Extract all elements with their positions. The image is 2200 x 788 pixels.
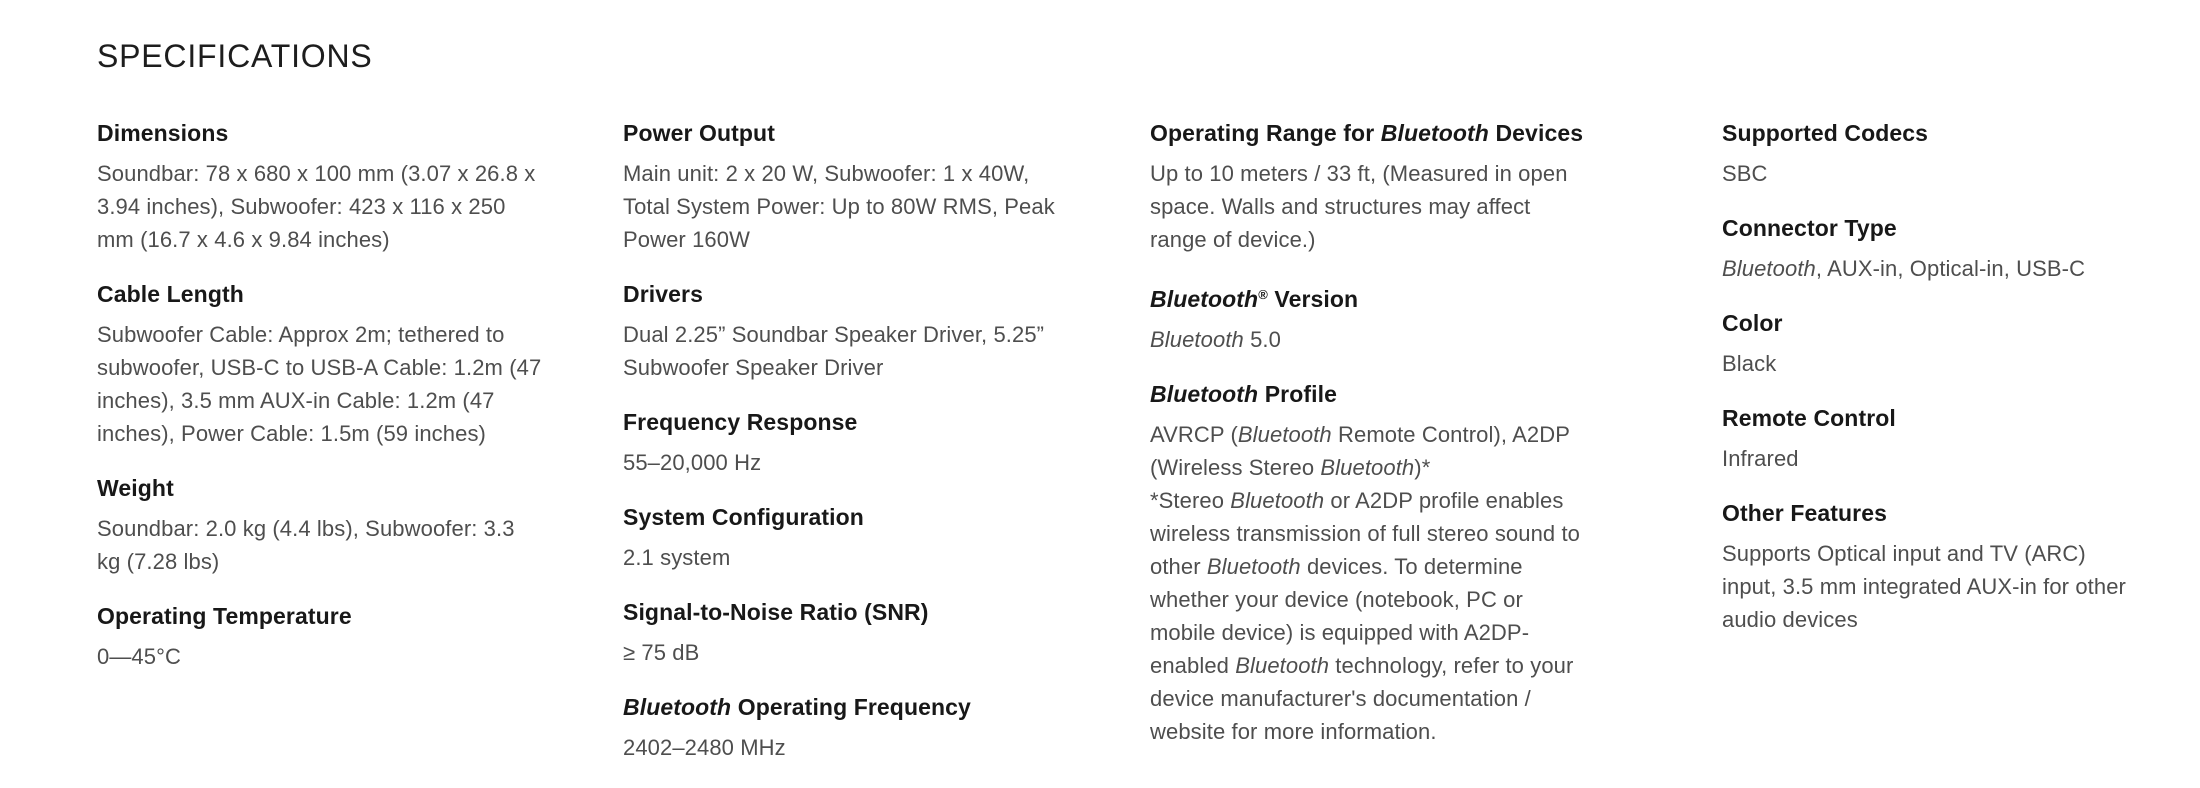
spec-section [1722, 497, 2127, 636]
spec-section [623, 691, 1078, 764]
text-segment: Subwoofer Cable: Approx 2m; tethered to subwoofer, USB-C to USB-A Cable: 1.2m (47 inches), 3.5 mm AUX-in Cable: 1.2m (47 inches), Power Cable: 1.5m (59 inches) [97, 322, 542, 446]
brand-italic-text: Bluetooth [623, 694, 732, 720]
spec-heading [97, 117, 542, 150]
spec-value [623, 318, 1078, 384]
spec-section [1722, 307, 2127, 380]
text-segment: Remote Control [1722, 405, 1896, 431]
spec-section [97, 278, 542, 450]
spec-section [1150, 117, 1590, 256]
text-segment: 2.1 system [623, 545, 731, 570]
text-segment: 2402–2480 MHz [623, 735, 786, 760]
spec-section [97, 600, 542, 673]
spec-column-4 [1722, 117, 2127, 658]
text-segment: SBC [1722, 161, 1768, 186]
spec-value [97, 640, 542, 673]
text-segment: Dimensions [97, 120, 229, 146]
spec-column-1 [97, 117, 542, 695]
spec-heading [1722, 307, 2127, 340]
spec-section [97, 117, 542, 256]
brand-italic-text: Bluetooth [1150, 381, 1259, 407]
brand-italic-text: Bluetooth [1722, 256, 1816, 281]
brand-italic-text: Bluetooth [1235, 653, 1330, 678]
text-segment: Devices [1488, 120, 1584, 146]
spec-heading [1150, 278, 1590, 316]
page-title: SPECIFICATIONS [97, 38, 373, 74]
text-segment: Operating Range for [1150, 120, 1381, 146]
spec-value [1722, 537, 2127, 636]
spec-section [97, 472, 542, 578]
spec-column-2 [623, 117, 1078, 786]
spec-heading [623, 117, 1078, 150]
text-segment: Main unit: 2 x 20 W, Subwoofer: 1 x 40W, Total System Power: Up to 80W RMS, Peak Power 160W [623, 161, 1055, 252]
text-segment: technology, refer to your device manufacturer's documentation / website for more information. [1150, 653, 1574, 744]
spec-section [623, 278, 1078, 384]
spec-value [97, 318, 542, 450]
text-segment: Power Output [623, 120, 775, 146]
spec-value [1150, 484, 1590, 748]
text-segment: or A2DP profile enables wireless transmission of full stereo sound to other [1150, 488, 1581, 579]
text-segment: devices. To determine whether your device (notebook, PC or mobile device) is equipped with A2DP-enabled [1150, 554, 1530, 678]
spec-value [1722, 252, 2127, 285]
spec-heading [97, 600, 542, 633]
text-segment: Signal-to-Noise Ratio (SNR) [623, 599, 929, 625]
spec-section [623, 406, 1078, 479]
spec-value [623, 731, 1078, 764]
spec-heading [1150, 117, 1590, 150]
spec-section [1722, 212, 2127, 285]
text-segment: Supported Codecs [1722, 120, 1929, 146]
spec-heading [623, 691, 1078, 724]
spec-column-3 [1150, 117, 1590, 770]
text-segment: ≥ 75 dB [623, 640, 700, 665]
brand-italic-text: Bluetooth [1320, 455, 1415, 480]
text-segment: Soundbar: 78 x 680 x 100 mm (3.07 x 26.8 x 3.94 inches), Subwoofer: 423 x 116 x 250 mm (16.7 x 4.6 x 9.84 inches) [97, 161, 536, 252]
text-segment: Soundbar: 2.0 kg (4.4 lbs), Subwoofer: 3.3 kg (7.28 lbs) [97, 516, 515, 574]
spec-section [1722, 402, 2127, 475]
spec-heading [1722, 212, 2127, 245]
registered-mark: ® [1258, 287, 1268, 302]
brand-italic-text: Bluetooth [1150, 286, 1259, 312]
spec-value [1722, 442, 2127, 475]
text-segment: 0—45°C [97, 644, 181, 669]
text-segment: Operating Frequency [731, 694, 971, 720]
spec-heading [97, 472, 542, 505]
text-segment: Black [1722, 351, 1777, 376]
text-segment: Infrared [1722, 446, 1799, 471]
text-segment: AVRCP ( [1150, 422, 1238, 447]
spec-value [97, 157, 542, 256]
spec-section [623, 117, 1078, 256]
brand-italic-text: Bluetooth [1150, 327, 1244, 352]
text-segment: System Configuration [623, 504, 864, 530]
spec-value [623, 157, 1078, 256]
text-segment: *Stereo [1150, 488, 1231, 513]
spec-section [623, 596, 1078, 669]
text-segment: )* [1414, 455, 1431, 480]
spec-heading [623, 278, 1078, 311]
text-segment: Supports Optical input and TV (ARC) input, 3.5 mm integrated AUX-in for other audio devices [1722, 541, 2126, 632]
text-segment: Dual 2.25” Soundbar Speaker Driver, 5.25” Subwoofer Speaker Driver [623, 322, 1045, 380]
spec-value [1722, 347, 2127, 380]
brand-italic-text: Bluetooth [1237, 422, 1332, 447]
spec-section [1150, 278, 1590, 356]
spec-value [1150, 418, 1590, 484]
text-segment: Version [1267, 286, 1359, 312]
spec-value [623, 541, 1078, 574]
text-segment: Cable Length [97, 281, 244, 307]
spec-value [623, 636, 1078, 669]
text-segment: 55–20,000 Hz [623, 450, 762, 475]
text-segment: 5.0 [1243, 327, 1281, 352]
text-segment: Up to 10 meters / 33 ft, (Measured in open space. Walls and structures may affect range of device.) [1150, 161, 1568, 252]
spec-heading [97, 278, 542, 311]
text-segment: Connector Type [1722, 215, 1897, 241]
spec-heading [1150, 378, 1590, 411]
spec-section [1722, 117, 2127, 190]
spec-value [623, 446, 1078, 479]
text-segment: Other Features [1722, 500, 1888, 526]
text-segment: Profile [1258, 381, 1337, 407]
spec-heading [1722, 497, 2127, 530]
spec-heading [623, 596, 1078, 629]
spec-heading [623, 406, 1078, 439]
text-segment: Remote Control), A2DP (Wireless Stereo [1150, 422, 1570, 480]
spec-heading [1722, 402, 2127, 435]
text-segment: Frequency Response [623, 409, 858, 435]
text-segment: Drivers [623, 281, 703, 307]
spec-columns [0, 117, 2200, 788]
spec-heading [1722, 117, 2127, 150]
spec-value [1150, 323, 1590, 356]
text-segment: Color [1722, 310, 1783, 336]
text-segment: Weight [97, 475, 174, 501]
brand-italic-text: Bluetooth [1206, 554, 1301, 579]
brand-italic-text: Bluetooth [1230, 488, 1325, 513]
spec-value [1150, 157, 1590, 256]
text-segment: Operating Temperature [97, 603, 352, 629]
text-segment: , AUX-in, Optical-in, USB-C [1815, 256, 2086, 281]
brand-italic-text: Bluetooth [1380, 120, 1489, 146]
spec-value [1722, 157, 2127, 190]
spec-section [623, 501, 1078, 574]
spec-section [1150, 378, 1590, 748]
spec-heading [623, 501, 1078, 534]
spec-value [97, 512, 542, 578]
